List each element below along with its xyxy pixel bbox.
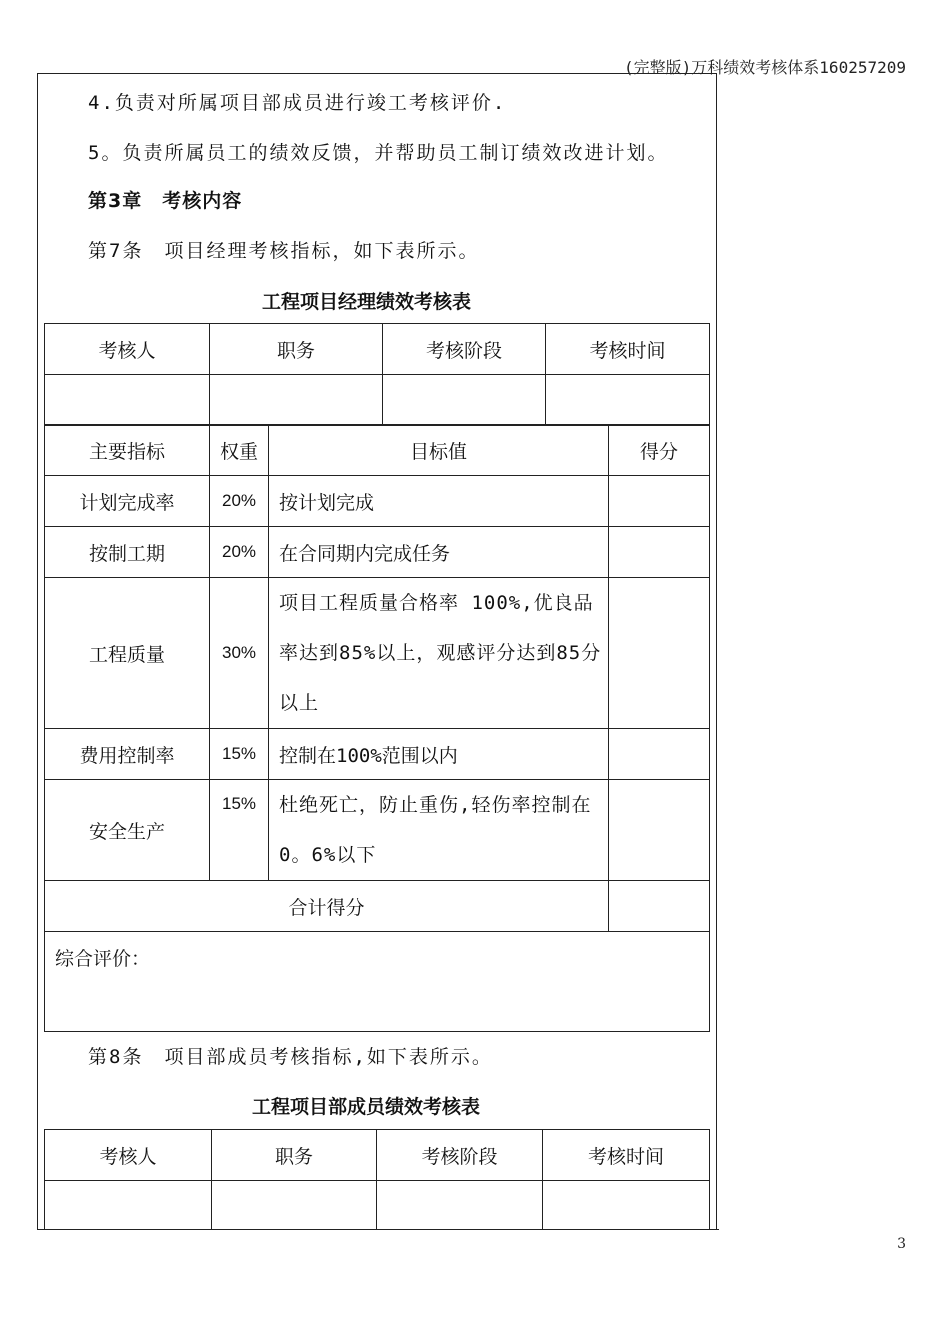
article-7: 第7条 项目经理考核指标，如下表所示。 — [88, 240, 480, 262]
indicator-cell: 计划完成率 — [45, 476, 210, 527]
table1-info — [44, 323, 710, 426]
total-score-cell — [609, 881, 710, 932]
chapter-heading: 第3章 考核内容 — [88, 190, 243, 212]
column-header-score: 得分 — [609, 425, 710, 476]
table-row — [45, 527, 710, 578]
table-row — [45, 780, 710, 881]
info-header-position: 职务 — [210, 324, 383, 375]
comment-row — [45, 932, 710, 1032]
info-header-time: 考核时间 — [543, 1130, 710, 1181]
score-cell — [609, 780, 710, 881]
info-value-stage — [383, 375, 546, 426]
info-header-assessor: 考核人 — [45, 324, 210, 375]
info-value-position — [212, 1181, 377, 1230]
table2-title: 工程项目部成员绩效考核表 — [252, 1096, 481, 1118]
overall-comment-label: 综合评价： — [45, 932, 710, 1032]
target-cell: 杜绝死亡，防止重伤,轻伤率控制在0。6%以下 — [269, 780, 609, 881]
target-cell: 控制在100%范围以内 — [269, 729, 609, 780]
indicator-cell: 工程质量 — [45, 578, 210, 729]
total-label: 合计得分 — [45, 881, 609, 932]
table-row — [45, 578, 710, 729]
column-header-indicator: 主要指标 — [45, 425, 210, 476]
column-header-target: 目标值 — [269, 425, 609, 476]
table-row — [45, 729, 710, 780]
table-row — [45, 476, 710, 527]
indicator-cell: 安全生产 — [45, 780, 210, 881]
score-cell — [609, 578, 710, 729]
table1-indicators — [44, 424, 710, 1032]
document-header: (完整版)万科绩效考核体系160257209 — [624, 58, 906, 77]
weight-cell: 15% — [210, 729, 269, 780]
target-cell: 项目工程质量合格率 100%,优良品率达到85%以上，观感评分达到85分以上 — [269, 578, 609, 729]
score-cell — [609, 476, 710, 527]
weight-cell: 20% — [210, 527, 269, 578]
info-value-stage — [377, 1181, 543, 1230]
table1-title: 工程项目经理绩效考核表 — [262, 291, 472, 313]
info-value-assessor — [45, 1181, 212, 1230]
info-header-time: 考核时间 — [546, 324, 710, 375]
info-value-assessor — [45, 375, 210, 426]
weight-cell: 20% — [210, 476, 269, 527]
table2-info — [44, 1129, 710, 1230]
info-header-position: 职务 — [212, 1130, 377, 1181]
info-header-stage: 考核阶段 — [377, 1130, 543, 1181]
article-8: 第8条 项目部成员考核指标,如下表所示。 — [88, 1046, 493, 1068]
target-cell: 在合同期内完成任务 — [269, 527, 609, 578]
weight-cell: 15% — [210, 780, 269, 881]
info-value-time — [543, 1181, 710, 1230]
score-cell — [609, 527, 710, 578]
indicator-cell: 按制工期 — [45, 527, 210, 578]
target-cell: 按计划完成 — [269, 476, 609, 527]
weight-cell: 30% — [210, 578, 269, 729]
score-cell — [609, 729, 710, 780]
info-header-stage: 考核阶段 — [383, 324, 546, 375]
total-row — [45, 881, 710, 932]
paragraph-item-5: 5。负责所属员工的绩效反馈，并帮助员工制订绩效改进计划。 — [88, 142, 669, 164]
paragraph-item-4: 4.负责对所属项目部成员进行竣工考核评价. — [88, 92, 507, 114]
info-value-position — [210, 375, 383, 426]
info-header-assessor: 考核人 — [45, 1130, 212, 1181]
indicator-cell: 费用控制率 — [45, 729, 210, 780]
page-number: 3 — [897, 1236, 906, 1252]
column-header-weight: 权重 — [210, 425, 269, 476]
info-value-time — [546, 375, 710, 426]
